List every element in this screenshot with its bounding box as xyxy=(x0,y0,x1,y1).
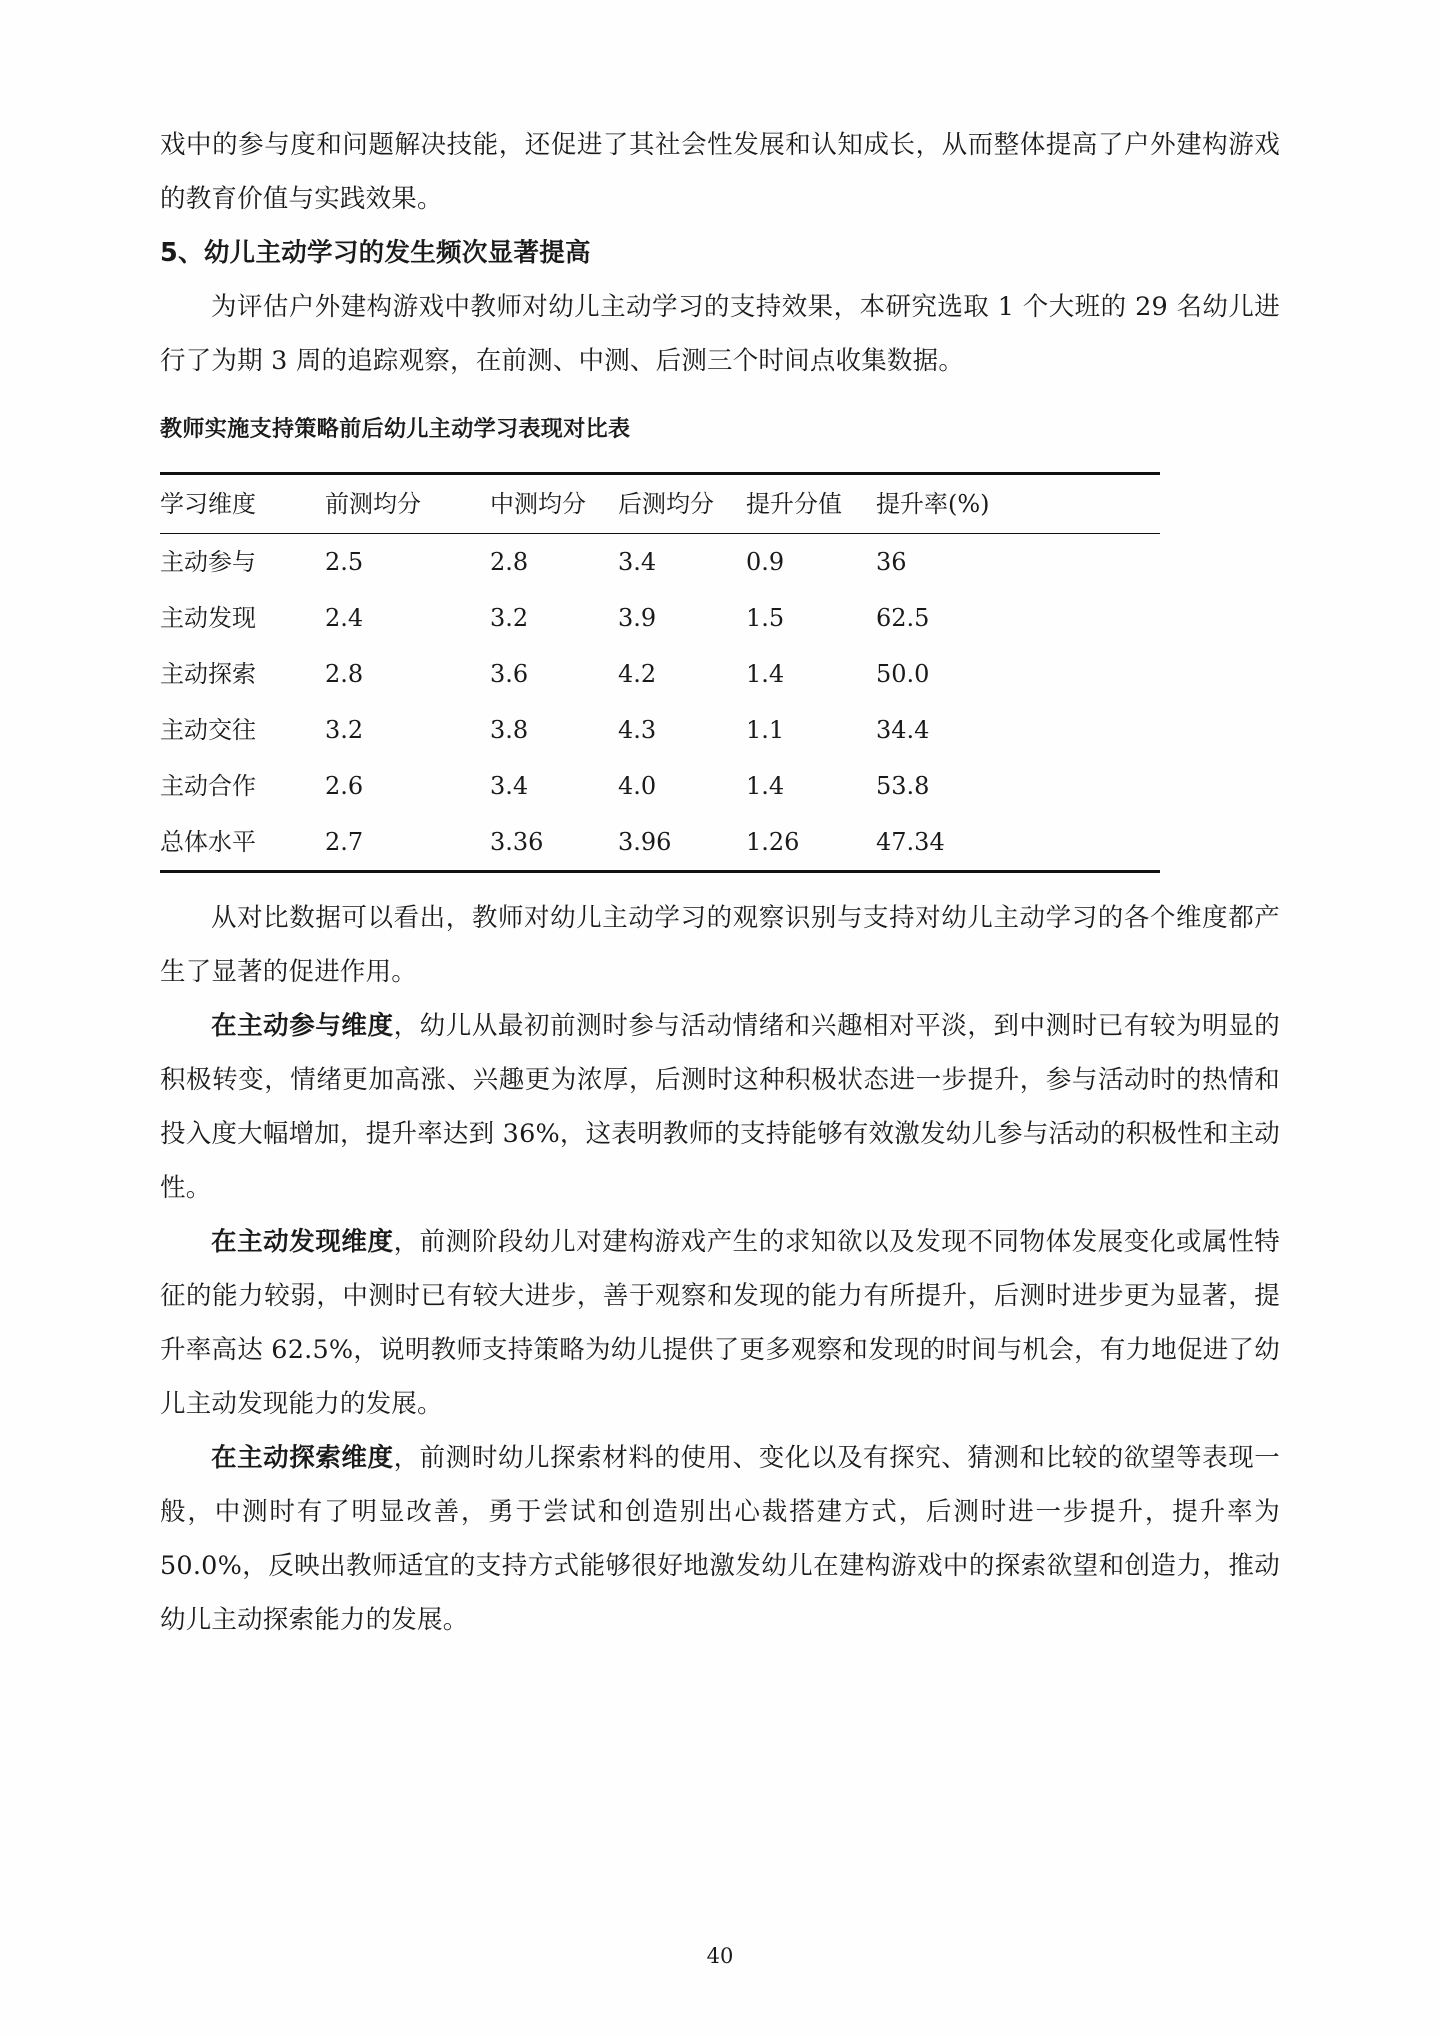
table-row xyxy=(160,590,1160,646)
dimension-participation-label: 在主动参与维度 xyxy=(211,1011,394,1041)
paragraph-summary: 从对比数据可以看出，教师对幼儿主动学习的观察识别与支持对幼儿主动学习的各个维度都产生了显著的促进作用。 xyxy=(160,903,1280,987)
cell-gain-rate: 36 xyxy=(876,548,907,576)
table-header xyxy=(160,474,1160,534)
cell-posttest: 4.3 xyxy=(618,716,657,744)
cell-pretest: 2.7 xyxy=(325,828,364,856)
cell-posttest: 3.9 xyxy=(618,604,657,632)
dimension-discovery-text: ，前测阶段幼儿对建构游戏产生的求知欲以及发现不同物体发展变化或属性特征的能力较弱，中测时已有较大进步，善于观察和发现的能力有所提升，后测时进步更为显著，提升率高达 62.5%，说明教师支持策略为幼儿提供了更多观察和发现的时间与机会，有力地促进了幼儿主动发现能力的发展。 xyxy=(160,1227,1280,1419)
paragraph-dimension-exploration xyxy=(160,1431,1280,1647)
cell-midtest: 3.6 xyxy=(490,660,529,688)
cell-gain-rate: 50.0 xyxy=(876,660,930,688)
dimension-participation-text: ，幼儿从最初前测时参与活动情绪和兴趣相对平淡，到中测时已有较为明显的积极转变，情绪更加高涨、兴趣更为浓厚，后测时这种积极状态进一步提升，参与活动时的热情和投入度大幅增加，提升率达到 36%，这表明教师的支持能够有效激发幼儿参与活动的积极性和主动性。 xyxy=(160,1011,1280,1203)
section-heading-5: 5、幼儿主动学习的发生频次显著提高 xyxy=(160,238,591,268)
paragraph-study-intro: 为评估户外建构游戏中教师对幼儿主动学习的支持效果，本研究选取 1 个大班的 29 名幼儿进行了为期 3 周的追踪观察，在前测、中测、后测三个时间点收集数据。 xyxy=(160,292,1280,376)
table-row-total xyxy=(160,814,1160,872)
column-header-midtest: 中测均分 xyxy=(490,490,586,518)
cell-midtest: 3.8 xyxy=(490,716,529,744)
cell-pretest: 2.8 xyxy=(325,660,364,688)
dimension-exploration-label: 在主动探索维度 xyxy=(211,1443,394,1473)
cell-pretest: 2.6 xyxy=(325,772,364,800)
cell-dimension: 主动交往 xyxy=(160,716,256,744)
paragraph-dimension-discovery xyxy=(160,1215,1280,1431)
cell-posttest: 3.96 xyxy=(618,828,672,856)
column-header-dimension: 学习维度 xyxy=(160,490,256,518)
cell-posttest: 4.2 xyxy=(618,660,657,688)
table-row xyxy=(160,702,1160,758)
dimension-exploration-text: ，前测时幼儿探索材料的使用、变化以及有探究、猜测和比较的欲望等表现一般，中测时有了明显改善，勇于尝试和创造别出心裁搭建方式，后测时进一步提升，提升率为 50.0%，反映出教师适宜的支持方式能够很好地激发幼儿在建构游戏中的探索欲望和创造力，推动幼儿主动探索能力的发展。 xyxy=(160,1443,1280,1635)
cell-gain-score: 1.4 xyxy=(746,772,785,800)
column-header-posttest: 后测均分 xyxy=(618,490,714,518)
cell-midtest: 3.36 xyxy=(490,828,544,856)
cell-gain-score: 1.5 xyxy=(746,604,785,632)
cell-midtest: 2.8 xyxy=(490,548,529,576)
paragraph-dimension-participation xyxy=(160,999,1280,1215)
cell-gain-rate: 62.5 xyxy=(876,604,930,632)
cell-gain-score: 1.26 xyxy=(746,828,800,856)
paragraph-continuation-top: 戏中的参与度和问题解决技能，还促进了其社会性发展和认知成长，从而整体提高了户外建构游戏的教育价值与实践效果。 xyxy=(160,130,1280,214)
cell-dimension: 主动参与 xyxy=(160,548,256,576)
cell-midtest: 3.4 xyxy=(490,772,529,800)
cell-posttest: 4.0 xyxy=(618,772,657,800)
cell-dimension: 总体水平 xyxy=(160,828,256,856)
table-row xyxy=(160,534,1160,591)
page-number: 40 xyxy=(706,1944,734,1968)
column-header-pretest: 前测均分 xyxy=(325,490,421,518)
cell-gain-rate: 34.4 xyxy=(876,716,930,744)
cell-gain-score: 0.9 xyxy=(746,548,785,576)
cell-dimension: 主动发现 xyxy=(160,604,256,632)
cell-dimension: 主动合作 xyxy=(160,772,256,800)
cell-pretest: 2.5 xyxy=(325,548,364,576)
column-header-gain-rate: 提升率(%) xyxy=(876,490,990,518)
table-caption: 教师实施支持策略前后幼儿主动学习表现对比表 xyxy=(160,417,631,442)
cell-gain-rate: 53.8 xyxy=(876,772,930,800)
table-header-row xyxy=(160,474,1160,534)
cell-pretest: 2.4 xyxy=(325,604,364,632)
column-header-gain-score: 提升分值 xyxy=(746,490,842,518)
table-row xyxy=(160,758,1160,814)
cell-dimension: 主动探索 xyxy=(160,660,256,688)
table-body xyxy=(160,534,1160,872)
dimension-discovery-label: 在主动发现维度 xyxy=(211,1227,394,1257)
cell-gain-score: 1.1 xyxy=(746,716,785,744)
active-learning-comparison-table xyxy=(160,472,1160,873)
cell-gain-score: 1.4 xyxy=(746,660,785,688)
cell-posttest: 3.4 xyxy=(618,548,657,576)
cell-pretest: 3.2 xyxy=(325,716,364,744)
cell-midtest: 3.2 xyxy=(490,604,529,632)
cell-gain-rate: 47.34 xyxy=(876,828,945,856)
table-row xyxy=(160,646,1160,702)
table-bottom-spacer xyxy=(160,873,1280,891)
